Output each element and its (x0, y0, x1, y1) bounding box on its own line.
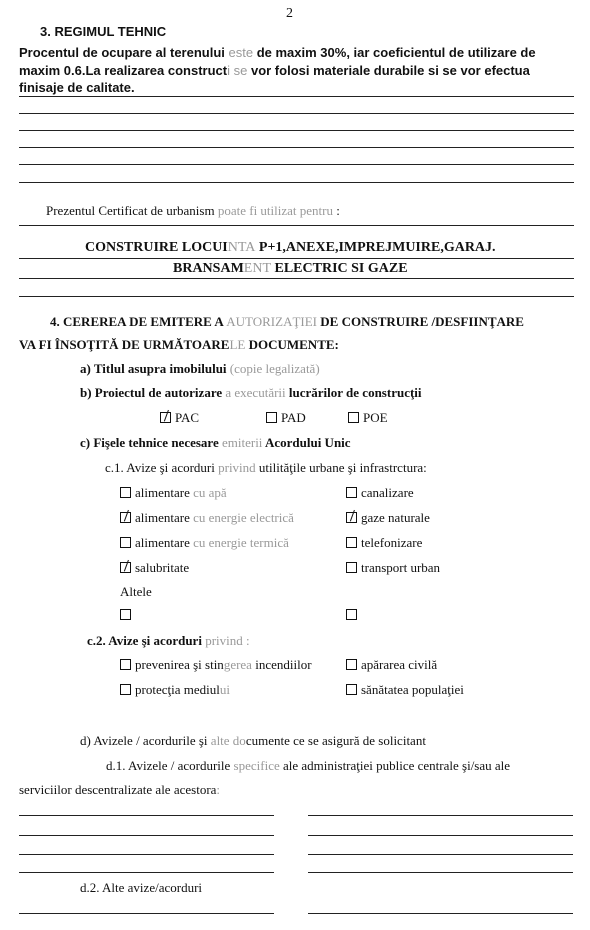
doc-d-applicant-approvals: d) Avizele / acordurile şi alte documente ce se asigură de solicitant (80, 733, 426, 748)
fill-line-left[interactable] (19, 835, 274, 836)
project-poe[interactable]: POE (348, 410, 388, 426)
purpose-line-2: BRANSAMENT ELECTRIC SI GAZE (173, 261, 408, 276)
fill-line-left[interactable] (19, 815, 274, 816)
regime-text-line-2: maxim 0.6.La realizarea constructi se vor folosi materiale durabile si se vor efectua (19, 63, 530, 78)
c2-heading: c.2. Avize şi acorduri privind : (87, 633, 250, 648)
project-pad[interactable]: PAD (266, 410, 306, 426)
d1-line-2: serviciilor descentralizate ale acestora: (19, 782, 221, 797)
checkbox-icon[interactable] (266, 412, 277, 423)
utility-water[interactable]: alimentare cu apă (120, 485, 227, 501)
fill-line-left[interactable] (19, 854, 274, 855)
doc-a-title: a) Titlul asupra imobilului (copie legalizată) (80, 361, 320, 376)
utility-electricity[interactable]: alimentare cu energie electrică (120, 510, 294, 526)
checkbox-checked-icon[interactable] (120, 562, 131, 573)
other-label: Altele (120, 584, 152, 599)
fill-line-right[interactable] (308, 835, 573, 836)
rule (19, 182, 574, 183)
d2-heading: d.2. Alte avize/acorduri (80, 880, 203, 895)
fill-line-right[interactable] (308, 815, 573, 816)
checkbox-checked-icon[interactable] (346, 512, 357, 523)
checkbox-icon[interactable] (120, 609, 131, 620)
checkbox-icon[interactable] (346, 537, 357, 548)
doc-c-technical-sheets: c) Fişele tehnice necesare emiterii Acordului Unic (80, 435, 351, 450)
project-pac[interactable]: PAC (160, 410, 199, 426)
rule (19, 96, 574, 97)
purpose-line-1: CONSTRUIRE LOCUINTA P+1,ANEXE,IMPREJMUIRE,GARAJ. (85, 240, 496, 255)
doc-b-project: b) Proiectul de autorizare a executării lucrărilor de construcţii (80, 385, 422, 400)
checkbox-icon[interactable] (346, 562, 357, 573)
page-number: 2 (286, 6, 293, 21)
checkbox-icon[interactable] (346, 659, 357, 670)
checkbox-icon[interactable] (120, 684, 131, 695)
utility-telephony[interactable]: telefonizare (346, 535, 422, 551)
approval-public-health[interactable]: sănătatea populaţiei (346, 682, 464, 698)
rule (19, 225, 574, 226)
rule (19, 296, 574, 297)
checkbox-icon[interactable] (120, 487, 131, 498)
rule (19, 258, 574, 259)
approval-fire-prevention[interactable]: prevenirea şi stingerea incendiilor (120, 657, 312, 673)
checkbox-icon[interactable] (346, 684, 357, 695)
fill-line-right[interactable] (308, 913, 573, 914)
checkbox-icon[interactable] (120, 537, 131, 548)
fill-line-left[interactable] (19, 913, 274, 914)
rule (19, 147, 574, 148)
utility-heating[interactable]: alimentare cu energie termică (120, 535, 289, 551)
regime-text-line-3: finisaje de calitate. (19, 80, 135, 95)
other-checkbox-right[interactable] (346, 607, 361, 623)
utility-public-transport[interactable]: transport urban (346, 560, 440, 576)
section-4-title: 4. CEREREA DE EMITERE A AUTORIZAŢIEI DE CONSTRUIRE /DESFIINŢARE (50, 314, 524, 329)
checkbox-icon[interactable] (346, 487, 357, 498)
checkbox-checked-icon[interactable] (120, 512, 131, 523)
fill-line-right[interactable] (308, 854, 573, 855)
rule (19, 113, 574, 114)
regime-text-line-1: Procentul de ocupare al terenului este de maxim 30%, iar coeficientul de utilizare de (19, 45, 536, 60)
fill-line-left[interactable] (19, 872, 274, 873)
utility-sanitation[interactable]: salubritate (120, 560, 189, 576)
section-3-title: 3. REGIMUL TEHNIC (40, 24, 167, 39)
fill-line-right[interactable] (308, 872, 573, 873)
utility-natural-gas[interactable]: gaze naturale (346, 510, 430, 526)
checkbox-icon[interactable] (120, 659, 131, 670)
approval-civil-defense[interactable]: apărarea civilă (346, 657, 437, 673)
rule (19, 278, 574, 279)
section-4-title-line-2: VA FI ÎNSOŢITĂ DE URMĂTOARELE DOCUMENTE: (19, 337, 339, 352)
rule (19, 164, 574, 165)
checkbox-icon[interactable] (348, 412, 359, 423)
other-checkbox-left[interactable] (120, 607, 135, 623)
rule (19, 130, 574, 131)
purpose-text: Prezentul Certificat de urbanism poate fi utilizat pentru : (46, 203, 340, 218)
c1-heading: c.1. Avize şi acorduri privind utilităţile urbane şi infrastrctura: (105, 460, 427, 475)
utility-sewage[interactable]: canalizare (346, 485, 414, 501)
approval-environment[interactable]: protecţia mediului (120, 682, 230, 698)
checkbox-icon[interactable] (346, 609, 357, 620)
d1-line-1: d.1. Avizele / acordurile specifice ale administraţiei publice centrale şi/sau ale (106, 758, 511, 773)
checkbox-checked-icon[interactable] (160, 412, 171, 423)
